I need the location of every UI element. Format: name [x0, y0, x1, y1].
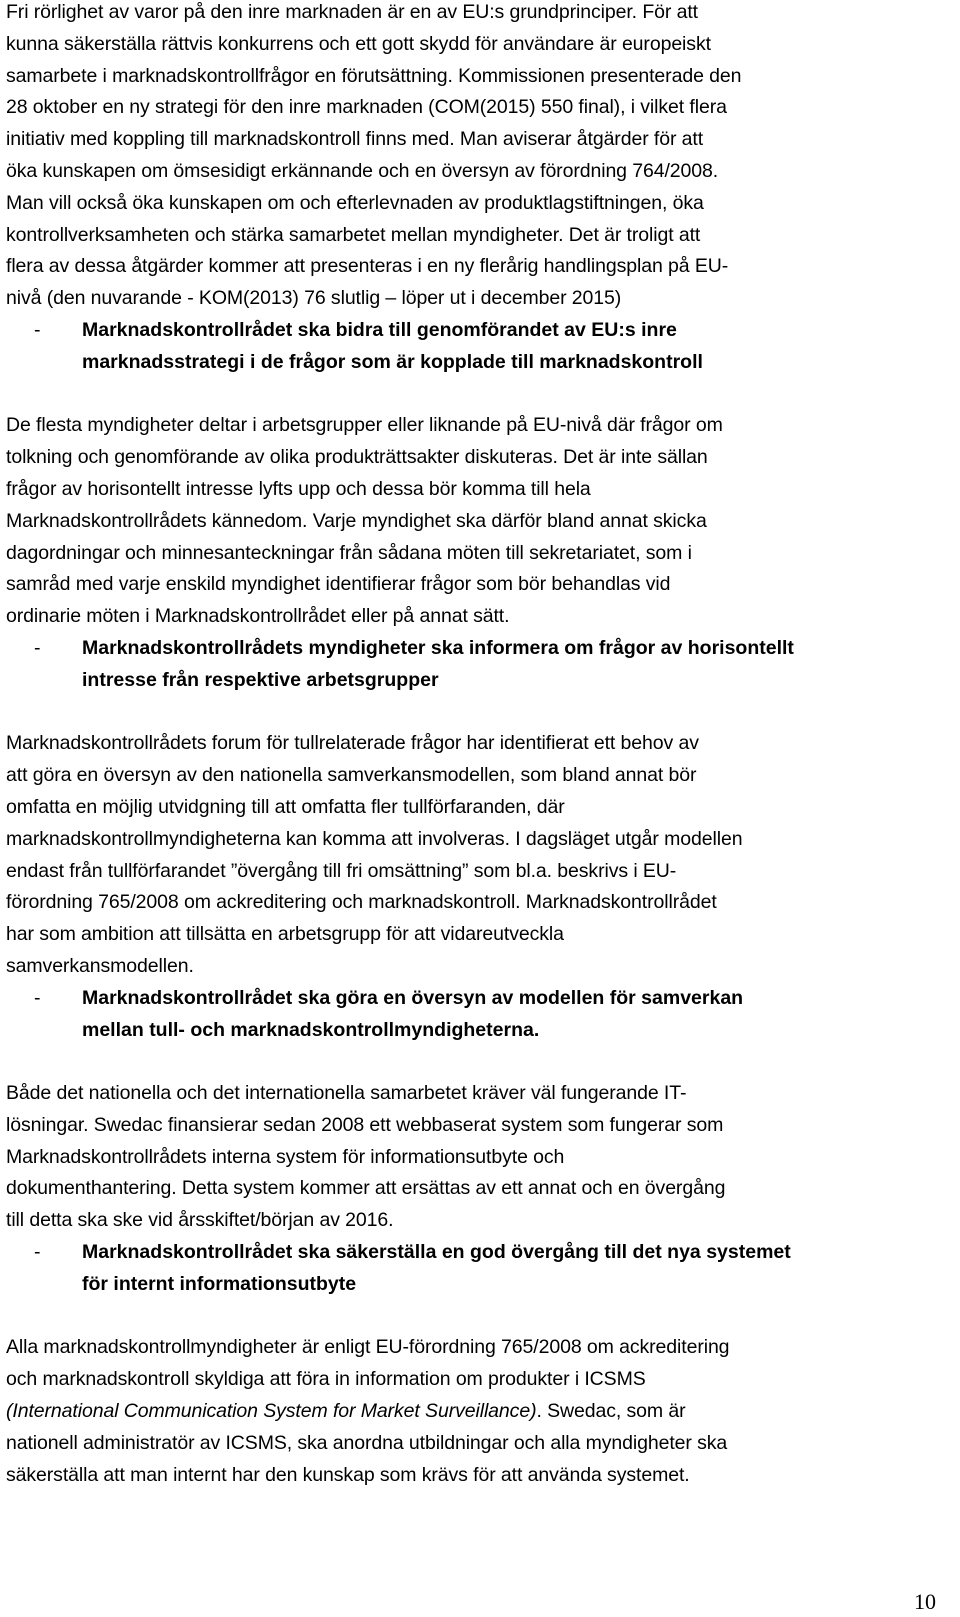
- paragraph-gap: [6, 1046, 936, 1078]
- text-line: samverkansmodellen.: [6, 954, 194, 977]
- text-line: Både det nationella och det internationella samarbetet kräver väl fungerande IT-: [6, 1082, 687, 1105]
- text-line: 28 oktober en ny strategi för den inre marknaden (COM(2015) 550 final), i vilket flera: [6, 96, 727, 119]
- text-line: samarbete i marknadskontrollfrågor en förutsättning. Kommissionen presenterade den: [6, 64, 742, 87]
- text-line: initiativ med koppling till marknadskontroll finns med. Man aviserar åtgärder för att: [6, 128, 704, 151]
- action-line: Marknadskontrollrådets myndigheter ska informera om frågor av horisontellt: [82, 636, 794, 659]
- text-line: har som ambition att tillsätta en arbetsgrupp för att vidareutveckla: [6, 923, 564, 946]
- text-line: De flesta myndigheter deltar i arbetsgrupper eller liknande på EU-nivå där frågor om: [6, 414, 723, 437]
- paragraph-gap: [6, 379, 936, 411]
- text-line: Alla marknadskontrollmyndigheter är enligt EU-förordning 765/2008 om ackreditering: [6, 1336, 730, 1359]
- bullet-dash: -: [34, 1241, 41, 1264]
- text-line: marknadskontrollmyndigheterna kan komma att involveras. I dagsläget utgår modellen: [6, 827, 743, 850]
- text-line: Man vill också öka kunskapen om och efterlevnaden av produktlagstiftningen, öka: [6, 191, 704, 214]
- action-line: Marknadskontrollrådet ska bidra till genomförandet av EU:s inre: [82, 318, 677, 341]
- text-fragment: . Swedac, som är: [536, 1400, 686, 1423]
- text-line: flera av dessa åtgärder kommer att presenteras i en ny flerårig handlingsplan på EU-: [6, 255, 729, 278]
- text-line: dokumenthantering. Detta system kommer att ersättas av ett annat och en övergång: [6, 1177, 726, 1200]
- page-number: 10: [914, 1589, 936, 1614]
- action-line: mellan tull- och marknadskontrollmyndigheterna.: [82, 1018, 540, 1041]
- paragraph-internal-market: [6, 0, 936, 315]
- bullet-dash: -: [34, 636, 41, 659]
- action-line: marknadsstrategi i de frågor som är kopplade till marknadskontroll: [82, 350, 703, 373]
- text-line: Marknadskontrollrådets kännedom. Varje myndighet ska därför bland annat skicka: [6, 509, 707, 532]
- text-line: till detta ska ske vid årsskiftet/början av 2016.: [6, 1209, 394, 1232]
- paragraph-customs-forum: [6, 728, 936, 982]
- text-line: Fri rörlighet av varor på den inre marknaden är en av EU:s grundprinciper. För att: [6, 1, 698, 23]
- bullet-dash: -: [34, 986, 41, 1009]
- action-line: Marknadskontrollrådet ska göra en översyn av modellen för samverkan: [82, 986, 744, 1009]
- action-item-transition: [6, 1237, 936, 1301]
- text-line-mixed: [6, 1396, 936, 1428]
- text-line: frågor av horisontellt intresse lyfts upp och dessa bör komma till hela: [6, 477, 591, 500]
- text-line: och marknadskontroll skyldiga att föra in information om produkter i ICSMS: [6, 1368, 646, 1391]
- text-line: lösningar. Swedac finansierar sedan 2008 ett webbaserat system som fungerar som: [6, 1113, 724, 1136]
- icsms-full-name: (International Communication System for Market Surveillance): [6, 1400, 537, 1423]
- text-line: samråd med varje enskild myndighet identifierar frågor som bör behandlas vid: [6, 573, 671, 596]
- text-line: Marknadskontrollrådets forum för tullrelaterade frågor har identifierat ett behov av: [6, 732, 699, 755]
- action-item-inform: [6, 633, 936, 697]
- text-line: nivå (den nuvarande - KOM(2013) 76 slutlig – löper ut i december 2015): [6, 287, 622, 310]
- paragraph-gap: [6, 1301, 936, 1333]
- text-line: öka kunskapen om ömsesidigt erkännande och en översyn av förordning 764/2008.: [6, 159, 719, 182]
- text-line: att göra en översyn av den nationella samverkansmodellen, som bland annat bör: [6, 764, 697, 787]
- action-item-review-model: [6, 983, 936, 1047]
- action-line: för internt informationsutbyte: [82, 1272, 357, 1295]
- text-line: endast från tullförfarandet ”övergång till fri omsättning” som bl.a. beskrivs i EU-: [6, 859, 677, 882]
- text-line: Marknadskontrollrådets interna system för informationsutbyte och: [6, 1145, 565, 1168]
- text-line: säkerställa att man internt har den kunskap som krävs för att använda systemet.: [6, 1463, 690, 1486]
- text-line: dagordningar och minnesanteckningar från sådana möten till sekretariatet, som i: [6, 541, 692, 564]
- paragraph-working-groups: [6, 410, 936, 633]
- action-line: Marknadskontrollrådet ska säkerställa en god övergång till det nya systemet: [82, 1241, 791, 1264]
- paragraph-gap: [6, 697, 936, 729]
- bullet-dash: -: [34, 318, 41, 341]
- text-line: ordinarie möten i Marknadskontrollrådet eller på annat sätt.: [6, 605, 510, 628]
- document-page: [6, 0, 936, 1491]
- text-line: förordning 765/2008 om ackreditering och marknadskontroll. Marknadskontrollrådet: [6, 891, 717, 914]
- paragraph-it-solutions: [6, 1078, 936, 1237]
- text-line: tolkning och genomförande av olika produkträttsakter diskuteras. Det är inte sällan: [6, 446, 708, 469]
- text-line: omfatta en möjlig utvidgning till att omfatta fler tullförfaranden, där: [6, 795, 565, 818]
- text-line: kontrollverksamheten och stärka samarbetet mellan myndigheter. Det är troligt att: [6, 223, 701, 246]
- text-line: kunna säkerställa rättvis konkurrens och ett gott skydd för användare är europeiskt: [6, 32, 711, 55]
- action-item-strategy: [6, 315, 936, 379]
- paragraph-icsms: [6, 1332, 936, 1491]
- action-line: intresse från respektive arbetsgrupper: [82, 668, 439, 691]
- text-line: nationell administratör av ICSMS, ska anordna utbildningar och alla myndigheter ska: [6, 1431, 728, 1454]
